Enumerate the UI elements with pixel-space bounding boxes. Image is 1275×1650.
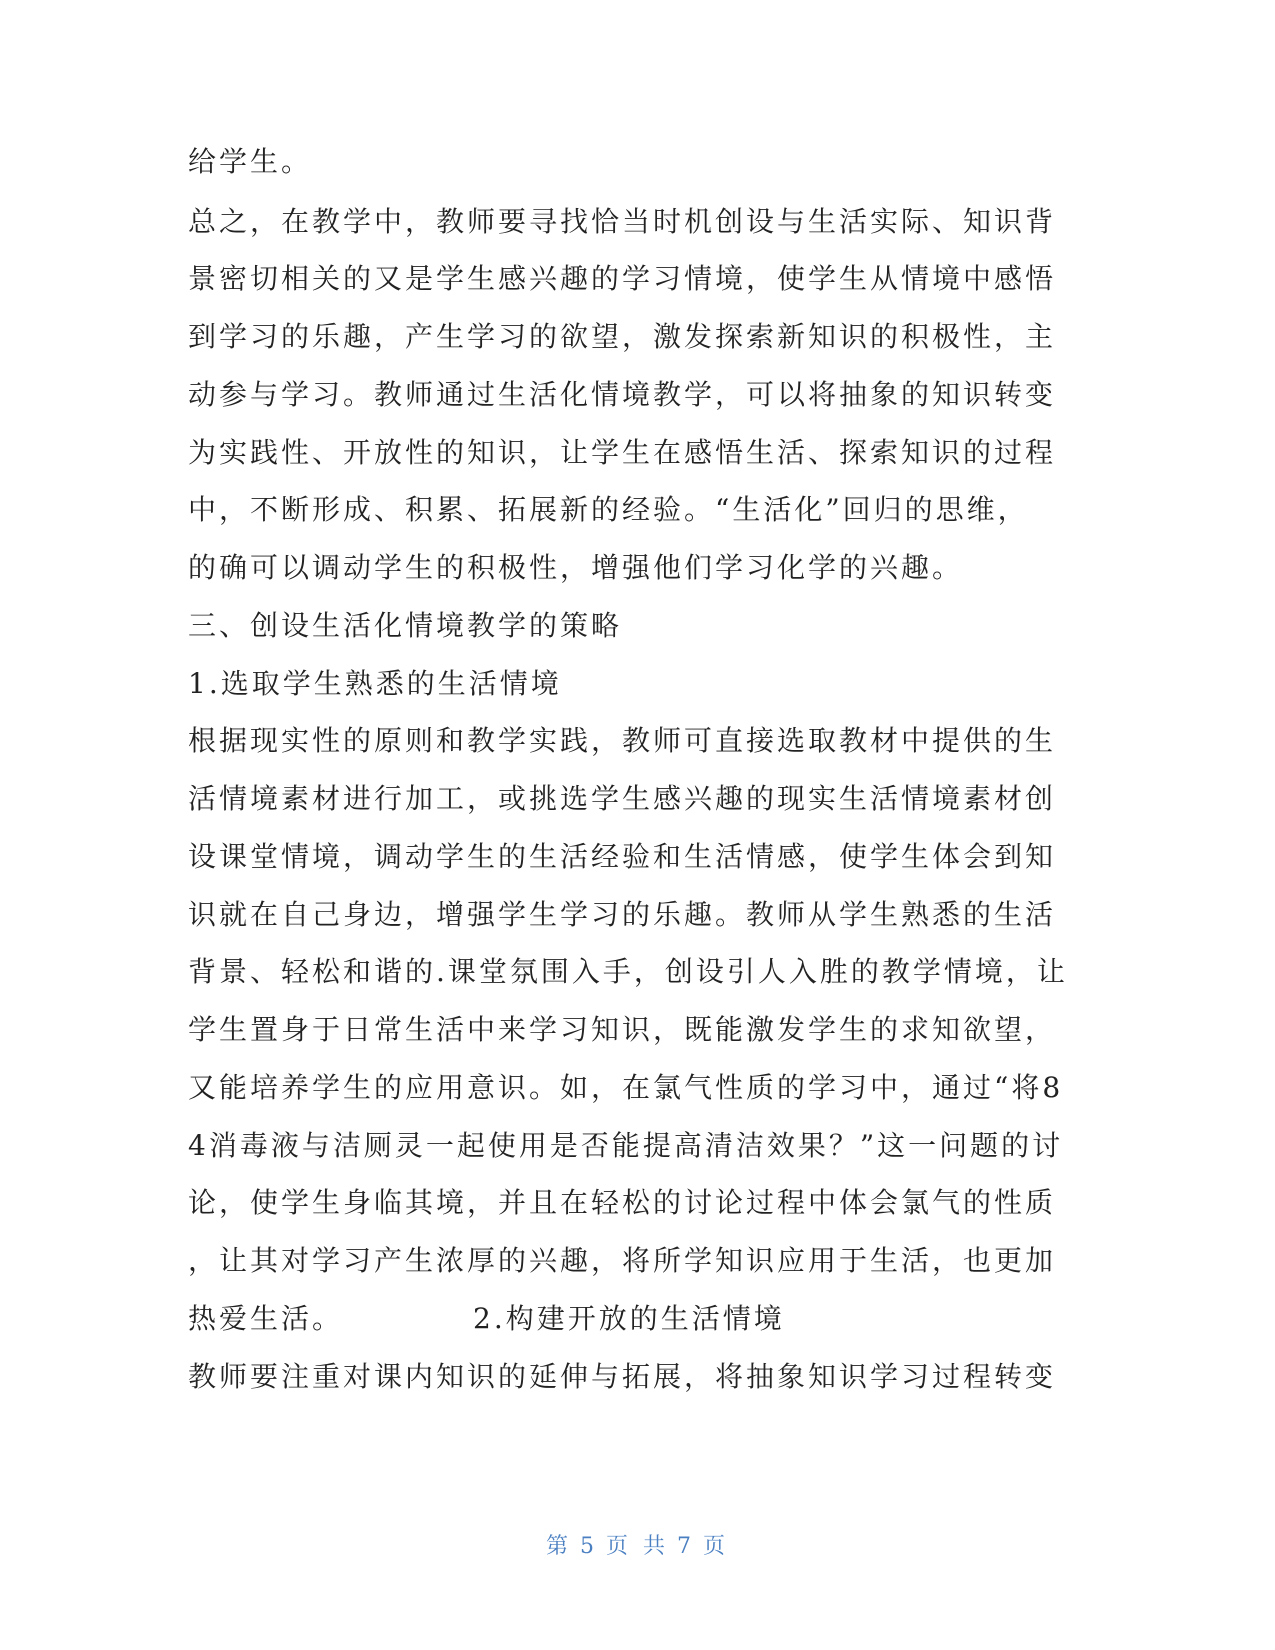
subsection-heading: 1.选取学生熟悉的生活情境 — [188, 667, 562, 700]
text-line: 4消毒液与洁厕灵一起使用是否能提高清洁效果？”这一问题的讨 — [188, 1129, 1064, 1162]
page-footer — [0, 1533, 1275, 1561]
text-line: 学生置身于日常生活中来学习知识，既能激发学生的求知欲望， — [188, 1013, 1057, 1046]
text-line: 景密切相关的又是学生感兴趣的学习情境，使学生从情境中感悟 — [188, 262, 1057, 295]
section-heading: 三、创设生活化情境教学的策略 — [188, 609, 623, 642]
text-line-with-heading — [188, 1302, 785, 1336]
footer-prefix: 第 — [545, 1534, 572, 1559]
total-page-number: 7 — [677, 1534, 695, 1559]
current-page-number: 5 — [580, 1534, 598, 1559]
text-line: 给学生。 — [188, 145, 313, 178]
footer-middle: 页 共 — [606, 1534, 669, 1559]
text-line: 背景、轻松和谐的.课堂氛围入手，创设引人入胜的教学情境，让 — [188, 955, 1068, 988]
text-line: 论，使学生身临其境，并且在轻松的讨论过程中体会氯气的性质 — [188, 1186, 1057, 1219]
text-line: 到学习的乐趣，产生学习的欲望，激发探索新知识的积极性，主 — [188, 320, 1057, 353]
text-fragment: 热爱生活。 — [188, 1302, 344, 1335]
text-line: 的确可以调动学生的积极性，增强他们学习化学的兴趣。 — [188, 551, 964, 584]
text-line: 设课堂情境，调动学生的生活经验和生活情感，使学生体会到知 — [188, 840, 1057, 873]
text-line: ，让其对学习产生浓厚的兴趣，将所学知识应用于生活，也更加 — [188, 1244, 1057, 1277]
text-line: 活情境素材进行加工，或挑选学生感兴趣的现实生活情境素材创 — [188, 782, 1057, 815]
subsection-heading: 2.构建开放的生活情境 — [473, 1302, 785, 1335]
text-line: 总之，在教学中，教师要寻找恰当时机创设与生活实际、知识背 — [188, 205, 1057, 238]
footer-suffix: 页 — [703, 1534, 730, 1559]
text-line: 教师要注重对课内知识的延伸与拓展，将抽象知识学习过程转变 — [188, 1360, 1057, 1393]
text-line: 为实践性、开放性的知识，让学生在感悟生活、探索知识的过程 — [188, 436, 1057, 469]
text-line: 根据现实性的原则和教学实践，教师可直接选取教材中提供的生 — [188, 724, 1057, 757]
text-line: 识就在自己身边，增强学生学习的乐趣。教师从学生熟悉的生活 — [188, 898, 1057, 931]
text-line: 动参与学习。教师通过生活化情境教学，可以将抽象的知识转变 — [188, 378, 1057, 411]
text-line: 又能培养学生的应用意识。如，在氯气性质的学习中，通过“将8 — [188, 1071, 1064, 1104]
text-line: 中，不断形成、积累、拓展新的经验。“生活化”回归的思维， — [188, 493, 1029, 526]
